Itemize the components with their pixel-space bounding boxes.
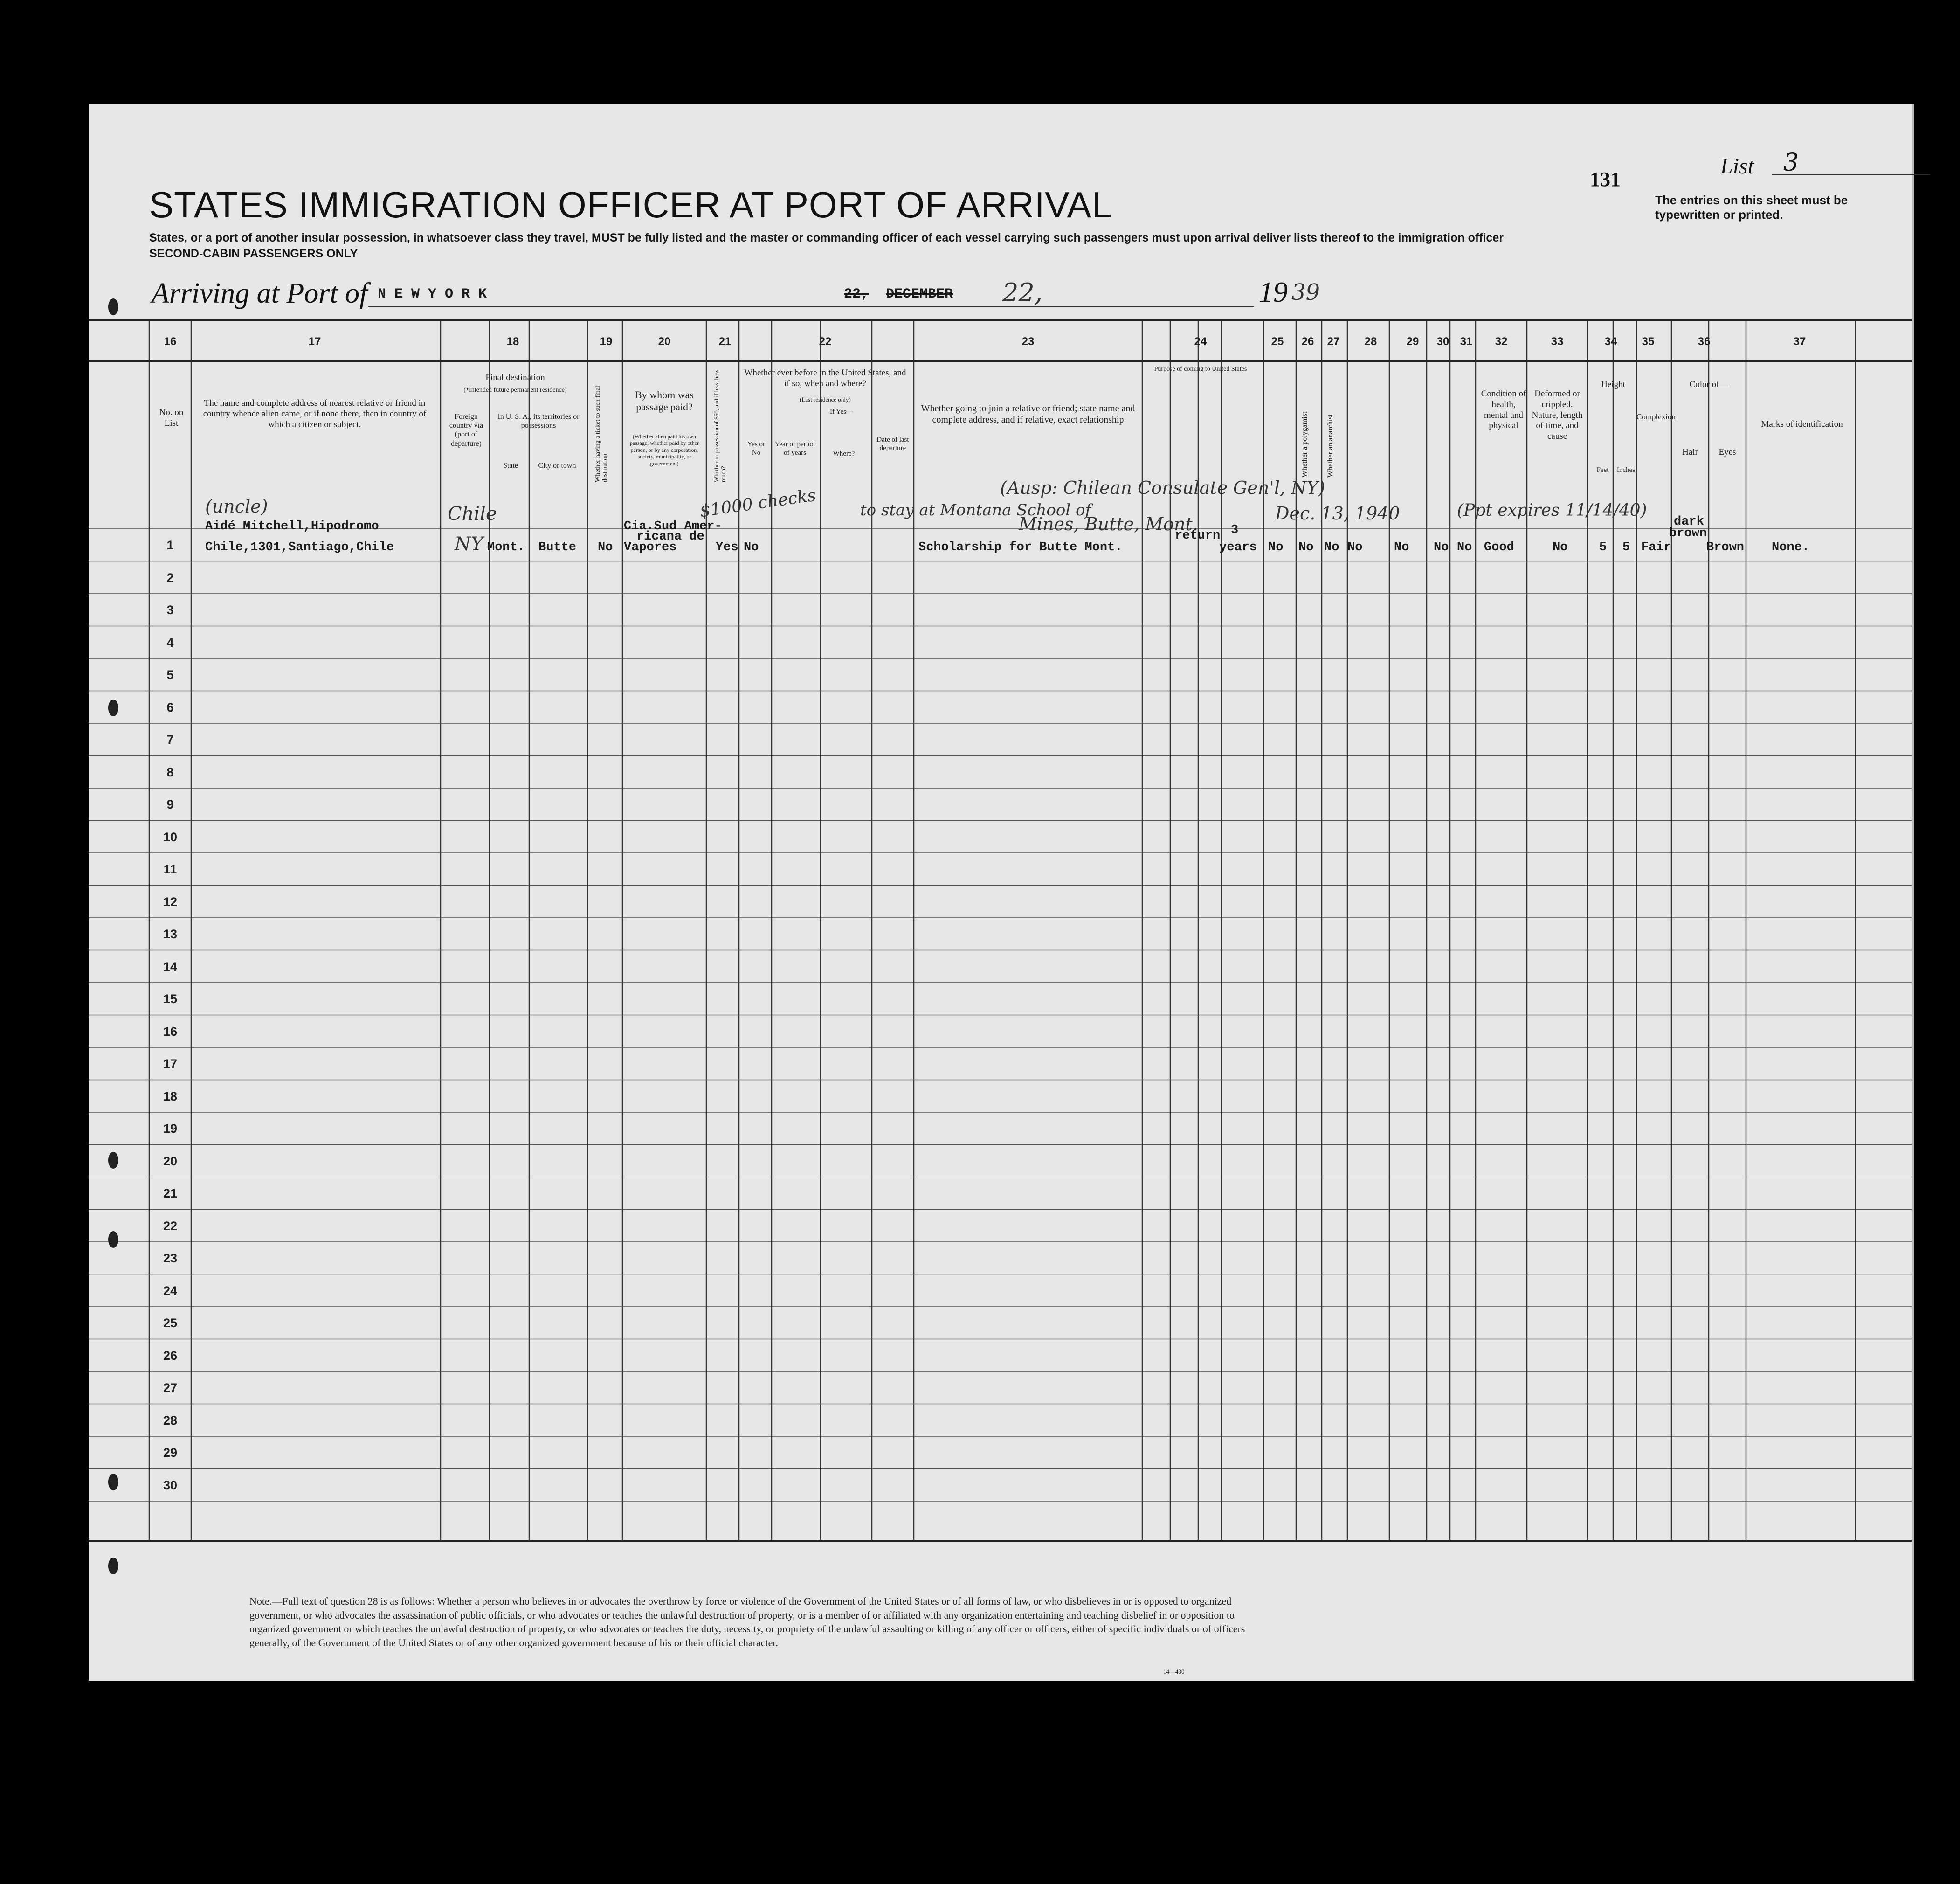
row-number: 15 xyxy=(163,992,178,1006)
col-16-header: No. on List xyxy=(159,408,184,428)
money-note: $1000 checks xyxy=(698,485,817,521)
row-number: 23 xyxy=(163,1251,178,1265)
col-31-value: No xyxy=(1457,540,1472,554)
row-number: 18 xyxy=(163,1089,178,1103)
col-36-hair: Hair xyxy=(1682,447,1698,457)
col-25-num: 25 xyxy=(1271,335,1284,348)
port-name: N E W Y O R K xyxy=(378,286,487,302)
col-22-num: 22 xyxy=(819,335,832,348)
height-inches: 5 xyxy=(1622,540,1630,554)
row-number: 5 xyxy=(166,668,174,682)
purpose-return: return xyxy=(1175,529,1221,543)
col-18-num: 18 xyxy=(506,335,519,348)
col-27-num: 27 xyxy=(1327,335,1340,348)
hair-line2: brown xyxy=(1669,526,1707,540)
col-34-inches: Inches xyxy=(1616,466,1636,474)
col-30-value: No xyxy=(1434,540,1449,554)
row-number: 11 xyxy=(163,862,177,876)
col-22-if-yes: If Yes— xyxy=(829,408,853,416)
row-number: 30 xyxy=(163,1478,178,1492)
purpose-date: Dec. 13, 1940 xyxy=(1275,503,1400,524)
arriving-label: Arriving at Port of xyxy=(152,277,368,309)
year-prefix: 19 xyxy=(1259,277,1288,308)
month: DECEMBER xyxy=(886,286,953,302)
purpose-years: years xyxy=(1219,540,1257,554)
row-number: 12 xyxy=(163,894,178,909)
height-feet: 5 xyxy=(1599,540,1607,554)
binder-hole xyxy=(108,700,118,716)
join-hand-3: Mines, Butte, Mont. xyxy=(1019,514,1198,534)
dest-city: Butte xyxy=(538,540,577,554)
col-25-value: No xyxy=(1268,540,1284,554)
col-27-header: Whether an anarchist xyxy=(1326,414,1334,478)
col-35-header: Complexion xyxy=(1636,412,1676,421)
relative-line1: Aidé Mitchell,Hipodromo xyxy=(205,519,379,533)
ticket: No xyxy=(598,540,613,554)
subtitle-line2: SECOND-CABIN PASSENGERS ONLY xyxy=(149,247,358,260)
row-number: 19 xyxy=(163,1122,178,1136)
dest-state: Mont. xyxy=(487,540,525,554)
health: Good xyxy=(1484,540,1514,554)
col-22-years: Year or period of years xyxy=(775,441,815,457)
col-31-num: 31 xyxy=(1460,335,1473,348)
row-number: 28 xyxy=(163,1413,178,1427)
row-number: 22 xyxy=(163,1219,178,1233)
row-number: 20 xyxy=(163,1154,178,1168)
col-33-num: 33 xyxy=(1551,335,1564,348)
row-number: 9 xyxy=(166,797,174,811)
purpose-number: 3 xyxy=(1231,523,1239,537)
form-number: 14—430 xyxy=(1163,1668,1185,1675)
col-22-date: Date of last departure xyxy=(876,436,909,452)
col-20-header: By whom was passage paid? xyxy=(635,389,694,413)
manifest-sheet xyxy=(89,104,1914,1681)
col-22-sub: (Last residence only) xyxy=(800,396,851,403)
footer-note: Note.—Full text of question 28 is as follows: Whether a person who believes in or advocates the overthrow by force or violence of the Government of the United States or of all forms of law, or who disbelieves in or is opposed to organized government, or who advocates the assassination of public officials, or who advocates or teaches the unlawful destruction of property, or is a member of or affiliated with any organization entertaining and teaching disbelief in or opposition to organized government or which teaches the unlawful destruction of property, or who advocates or teaches the duty, necessity, or propriety of the unlawful assaulting or killing of any officer or officers, either of specific individuals or of officers generally, of the Government of the United States or of any other organized government because of his or their official character. xyxy=(249,1595,1245,1649)
row-number: 16 xyxy=(163,1024,178,1039)
col-32-header: Condition of health, mental and physical xyxy=(1481,389,1526,431)
row-number: 1 xyxy=(166,538,174,552)
passport-note: (Ppt expires 11/14/40) xyxy=(1457,501,1647,520)
col-18-usa: In U. S. A., its territories or possessions xyxy=(497,413,580,430)
list-number: 3 xyxy=(1783,149,1799,177)
row-number: 6 xyxy=(166,700,174,714)
col-32-num: 32 xyxy=(1495,335,1508,348)
join-hand-1: (Ausp: Chilean Consulate Gen'l, NY) xyxy=(1000,478,1325,498)
col-23-num: 23 xyxy=(1021,335,1035,348)
before-in-us: No xyxy=(744,540,759,554)
binder-hole xyxy=(108,1231,118,1248)
col-23-header: Whether going to join a relative or friend; state name and complete address, and if relative, exact relationship xyxy=(921,403,1135,425)
col-18-foreign: Foreign country via (port of departure) xyxy=(449,413,483,448)
marks: None. xyxy=(1772,540,1810,554)
col-16-num: 16 xyxy=(164,335,177,348)
row-number: 8 xyxy=(166,765,174,779)
col-34-num: 34 xyxy=(1604,335,1617,348)
join-typed: Scholarship for Butte Mont. xyxy=(918,540,1123,554)
row-number: 10 xyxy=(163,830,178,844)
col-28-num: 28 xyxy=(1364,335,1377,348)
col-18-sub: (*Intended future permanent residence) xyxy=(463,387,567,394)
binder-hole xyxy=(108,298,118,315)
col-33-header: Deformed or crippled. Nature, length of time, and cause xyxy=(1532,389,1583,442)
year-suffix: 39 xyxy=(1291,279,1320,305)
row-number: 3 xyxy=(166,603,174,617)
col-22-where: Where? xyxy=(833,450,855,457)
col-29-value: No xyxy=(1394,540,1409,554)
col-20-sub: (Whether alien paid his own passage, whether paid by other person, or by any corporation, society, municipality, or government) xyxy=(629,433,699,467)
col-34-header: Height xyxy=(1601,380,1625,389)
foreign-via: NY xyxy=(455,533,483,555)
date-struck: 22, xyxy=(844,286,870,302)
paid-by-line2: ricana de xyxy=(636,530,704,544)
hair-line1: dark xyxy=(1674,515,1704,529)
paid-by-line1: Cia.Sud Amer- xyxy=(624,519,722,533)
col-36-header: Color of— xyxy=(1689,380,1728,389)
relation-note: (uncle) xyxy=(205,496,268,517)
col-20-num: 20 xyxy=(658,335,671,348)
paid-by-line3: Vapores xyxy=(624,540,677,554)
col-26-num: 26 xyxy=(1301,335,1314,348)
col-35-num: 35 xyxy=(1642,335,1655,348)
col-18-header: Final destination xyxy=(485,373,545,382)
col-21-header: Whether in possession of $50, and if less, how much? xyxy=(713,369,727,482)
anarchist-value: No xyxy=(1324,540,1339,554)
complexion: Fair xyxy=(1641,540,1671,554)
row-number: 17 xyxy=(163,1057,178,1071)
row-number: 21 xyxy=(163,1186,178,1200)
col-19-header: Whether having a ticket to such final destination xyxy=(594,386,609,482)
foreign-country: Chile xyxy=(448,503,497,525)
col-17-num: 17 xyxy=(308,335,321,348)
col-24-num: 24 xyxy=(1194,335,1207,348)
day-handwritten: 22, xyxy=(1002,278,1042,307)
row-number: 27 xyxy=(163,1381,178,1395)
deformed: No xyxy=(1553,540,1568,554)
relative-line2: Chile,1301,Santiago,Chile xyxy=(205,540,394,554)
col-21-num: 21 xyxy=(718,335,732,348)
binder-hole xyxy=(108,1474,118,1490)
list-note: The entries on this sheet must be typewritten or printed. xyxy=(1655,193,1848,222)
subtitle-line1: States, or a port of another insular possession, in whatsoever class they travel, MUST be fully listed and the master or commanding officer of each vessel carrying such passengers must upon arrival deliver lists thereof to the immigration officer xyxy=(149,231,1504,244)
col-22-header: Whether ever before in the United States, and if so, when and where? xyxy=(744,368,906,388)
polygamist-value: No xyxy=(1298,540,1314,554)
join-hand-2: to stay at Montana School of xyxy=(860,501,1091,519)
row-number: 13 xyxy=(163,927,178,941)
col-22-yesno: Yes or No xyxy=(747,441,766,457)
row-number: 7 xyxy=(166,733,174,747)
col-28-value: No xyxy=(1347,540,1363,554)
page-title: STATES IMMIGRATION OFFICER AT PORT OF ARRIVAL xyxy=(149,184,1113,225)
col-34-feet: Feet xyxy=(1596,466,1609,474)
row-number: 14 xyxy=(163,959,178,974)
col-37-header: Marks of identification xyxy=(1761,419,1843,429)
sheet-number: 131 xyxy=(1590,168,1621,191)
col-18-state: State xyxy=(503,462,518,470)
col-19-num: 19 xyxy=(600,335,613,348)
row-number: 26 xyxy=(163,1348,178,1363)
row-number: 29 xyxy=(163,1446,178,1460)
money: Yes xyxy=(716,540,738,554)
row-number: 24 xyxy=(163,1283,178,1298)
row-number: 2 xyxy=(166,570,174,585)
eyes: Brown xyxy=(1706,540,1745,554)
col-29-num: 29 xyxy=(1406,335,1419,348)
row-number: 25 xyxy=(163,1316,178,1330)
col-24-header: Purpose of coming to United States xyxy=(1154,366,1247,373)
col-36-eyes: Eyes xyxy=(1718,447,1736,457)
col-36-num: 36 xyxy=(1698,335,1711,348)
col-17-header: The name and complete address of nearest relative or friend in country whence alien came, or if none there, then in country of which a citizen or subject. xyxy=(203,398,427,429)
col-37-num: 37 xyxy=(1793,335,1806,348)
col-26-header: Whether a polygamist xyxy=(1301,411,1309,478)
col-30-num: 30 xyxy=(1436,335,1449,348)
binder-hole xyxy=(108,1152,118,1169)
list-label: List xyxy=(1720,154,1754,179)
col-18-city: City or town xyxy=(538,462,576,470)
binder-hole xyxy=(108,1558,118,1574)
row-number: 4 xyxy=(166,635,174,650)
